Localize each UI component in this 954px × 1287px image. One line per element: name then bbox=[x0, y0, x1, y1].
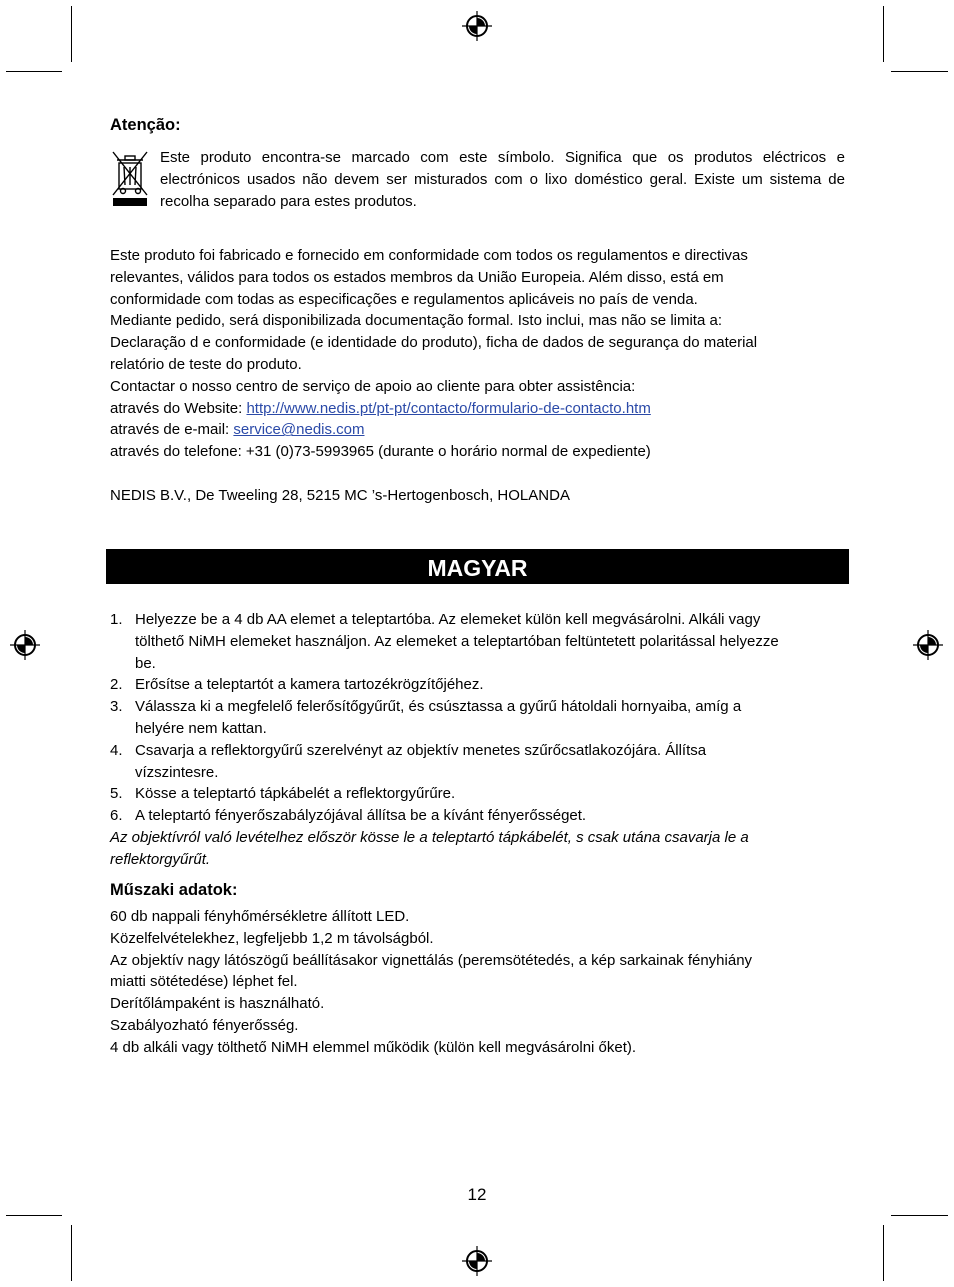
crop-mark bbox=[883, 6, 884, 62]
crop-mark bbox=[891, 71, 948, 72]
step-line: be. bbox=[135, 654, 156, 672]
page-number: 12 bbox=[467, 1185, 487, 1204]
website-label: através do Website: bbox=[110, 399, 247, 417]
section-banner: MAGYAR bbox=[106, 549, 849, 584]
crop-mark bbox=[6, 71, 62, 72]
list-item bbox=[110, 740, 840, 784]
list-item bbox=[110, 674, 840, 696]
registration-mark-icon bbox=[912, 629, 944, 661]
registration-mark-icon bbox=[461, 1245, 493, 1277]
website-link[interactable]: http://www.nedis.pt/pt-pt/contacto/formulario-de-contacto.htm bbox=[246, 399, 651, 417]
weee-notice: Este produto encontra-se marcado com este símbolo. Significa que os produtos eléctricos e electrónicos usados não devem ser misturados com o lixo doméstico geral. Existe um sistema de recolha separado para estes produtos. bbox=[160, 149, 845, 210]
conformity-line: relevantes, válidos para todos os estados membros da União Europeia. Além disso, está em bbox=[110, 268, 724, 286]
specs-list bbox=[110, 906, 845, 1059]
note-line: Az objektívról való levételhez először kösse le a teleptartó tápkábelét, s csak utána csavarja le a bbox=[110, 829, 749, 846]
spec-line: Szabályozható fényerősség. bbox=[110, 1016, 299, 1034]
address-line: NEDIS B.V., De Tweeling 28, 5215 MC ’s-Hertogenbosch, HOLANDA bbox=[110, 487, 570, 504]
spec-line: 60 db nappali fényhőmérsékletre állított LED. bbox=[110, 908, 410, 925]
step-line: A teleptartó fényerőszabályzójával állítsa be a kívánt fényerősséget. bbox=[135, 807, 587, 825]
step-line: tölthető NiMH elemeket használjon. Az elemeket a teleptartóban feltüntetett polaritással helyezze bbox=[135, 632, 779, 650]
attention-title: Atenção: bbox=[110, 116, 181, 134]
instruction-list bbox=[110, 609, 840, 827]
step-number: 3. bbox=[110, 698, 123, 716]
crop-mark bbox=[71, 1225, 72, 1281]
weee-bin-icon bbox=[110, 149, 150, 209]
website-line bbox=[110, 398, 845, 420]
conformity-block bbox=[110, 245, 845, 463]
registration-mark-icon bbox=[9, 629, 41, 661]
registration-mark-icon bbox=[461, 10, 493, 42]
step-number: 2. bbox=[110, 676, 123, 694]
conformity-line: relatório de teste do produto. bbox=[110, 355, 302, 373]
step-line: Kösse a teleptartó tápkábelét a reflektorgyűrűre. bbox=[135, 785, 456, 803]
step-line: Válassza ki a megfelelő felerősítőgyűrűt, és csúsztassa a gyűrű hátoldali hornyaiba, amíg a bbox=[135, 698, 742, 716]
conformity-line: Este produto foi fabricado e fornecido em conformidade com todos os regulamentos e directivas bbox=[110, 247, 748, 264]
step-line: helyére nem kattan. bbox=[135, 719, 267, 737]
email-line bbox=[110, 419, 845, 441]
list-item bbox=[110, 783, 840, 805]
step-number: 5. bbox=[110, 785, 123, 803]
spec-line: miatti sötétedése) léphet fel. bbox=[110, 973, 298, 991]
spec-line: Az objektív nagy látószögű beállításakor vignettálás (peremsötétedés, a kép sarkainak fényhiány bbox=[110, 951, 753, 969]
italic-note bbox=[110, 827, 845, 871]
step-number: 1. bbox=[110, 611, 123, 628]
email-link[interactable]: service@nedis.com bbox=[233, 421, 365, 439]
list-item bbox=[110, 609, 840, 674]
spec-line: 4 db alkáli vagy tölthető NiMH elemmel működik (külön kell megvásárolni őket). bbox=[110, 1038, 637, 1056]
list-item bbox=[110, 805, 840, 827]
step-line: Erősítse a teleptartót a kamera tartozékrögzítőjéhez. bbox=[135, 676, 484, 694]
note-line: reflektorgyűrűt. bbox=[110, 850, 211, 868]
crop-mark bbox=[891, 1215, 948, 1216]
conformity-line: Mediante pedido, será disponibilizada documentação formal. Isto inclui, mas não se limita a: bbox=[110, 312, 722, 330]
spec-line: Derítőlámpaként is használható. bbox=[110, 995, 325, 1013]
conformity-line: Declaração d e conformidade (e identidade do produto), ficha de dados de segurança do material bbox=[110, 334, 758, 352]
crop-mark bbox=[6, 1215, 62, 1216]
step-line: Helyezze be a 4 db AA elemet a teleptartóba. Az elemeket külön kell megvásárolni. Alkáli vagy bbox=[135, 611, 761, 628]
list-item bbox=[110, 696, 840, 740]
crop-mark bbox=[883, 1225, 884, 1281]
specs-title: Műszaki adatok: bbox=[110, 881, 238, 899]
step-line: Csavarja a reflektorgyűrű szerelvényt az objektív menetes szűrőcsatlakozójára. Állítsa bbox=[135, 741, 707, 759]
step-number: 4. bbox=[110, 741, 123, 759]
conformity-line: Contactar o nosso centro de serviço de apoio ao cliente para obter assistência: bbox=[110, 377, 636, 395]
spec-line: Közelfelvételekhez, legfeljebb 1,2 m távolságból. bbox=[110, 929, 434, 947]
conformity-line: conformidade com todas as especificações e regulamentos aplicáveis no país de venda. bbox=[110, 290, 698, 308]
crop-mark bbox=[71, 6, 72, 62]
phone-line: através do telefone: +31 (0)73-5993965 (durante o horário normal de expediente) bbox=[110, 443, 651, 461]
step-line: vízszintesre. bbox=[135, 763, 219, 781]
step-number: 6. bbox=[110, 807, 123, 825]
email-label: através de e-mail: bbox=[110, 421, 234, 439]
